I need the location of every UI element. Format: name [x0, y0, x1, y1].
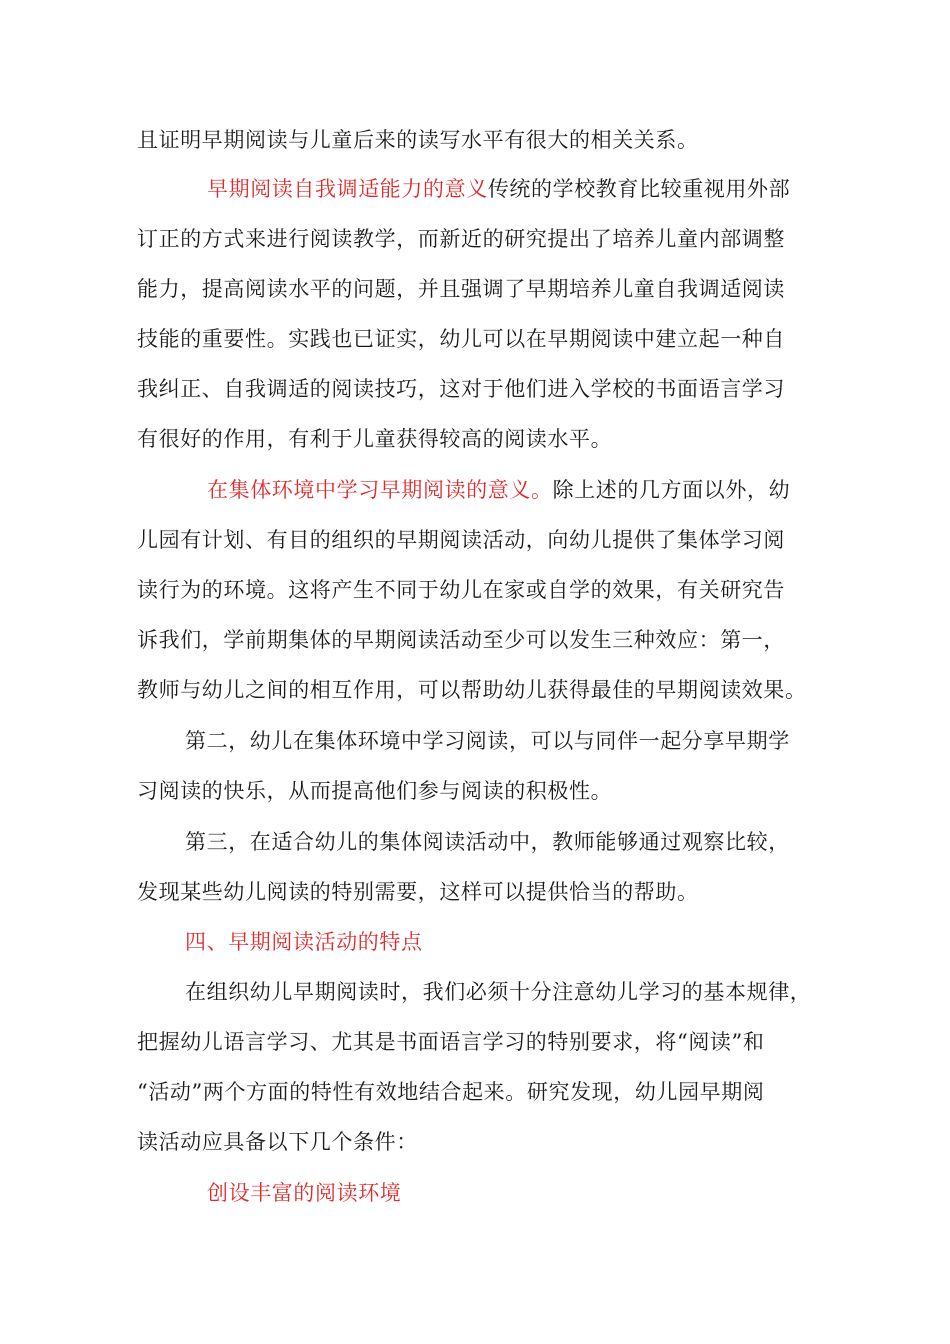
paragraph-line: 且证明早期阅读与儿童后来的读写水平有很大的相关关系。: [137, 128, 699, 152]
paragraph-line: 把握幼儿语言学习、尤其是书面语言学习的特别要求，将“阅读”和: [137, 1030, 765, 1054]
paragraph-line: 能力，提高阅读水平的问题，并且强调了早期培养儿童自我调适阅读: [137, 277, 785, 301]
paragraph-line: “活动”两个方面的特性有效地结合起来。研究发现，幼儿园早期阅: [137, 1080, 765, 1104]
paragraph-line: 读行为的环境。这将产生不同于幼儿在家或自学的效果，有关研究告: [137, 578, 785, 602]
paragraph-line: 读活动应具备以下几个条件：: [137, 1130, 418, 1154]
paragraph-line: 订正的方式来进行阅读教学，而新近的研究提出了培养儿童内部调整: [137, 227, 785, 251]
paragraph-text: 除上述的几方面以外，幼: [552, 478, 791, 502]
section-heading: 四、早期阅读活动的特点: [185, 930, 423, 954]
paragraph-line: 发现某些幼儿阅读的特别需要，这样可以提供恰当的帮助。: [137, 880, 699, 904]
paragraph-line: 第二，幼儿在集体环境中学习阅读，可以与同伴一起分享早期学: [185, 729, 790, 753]
paragraph-line: 诉我们，学前期集体的早期阅读活动至少可以发生三种效应：第一，: [137, 628, 785, 652]
section-heading: 早期阅读自我调适能力的意义: [207, 177, 488, 201]
paragraph-line: [207, 175, 907, 203]
paragraph-text: 传统的学校教育比较重视用外部: [487, 177, 791, 201]
paragraph-line: 儿园有计划、有目的组织的早期阅读活动，向幼儿提供了集体学习阅: [137, 528, 785, 552]
paragraph-line: 习阅读的快乐，从而提高他们参与阅读的积极性。: [137, 779, 613, 803]
paragraph-line: [207, 476, 907, 504]
paragraph-line: 第三，在适合幼儿的集体阅读活动中，教师能够通过观察比较，: [185, 830, 790, 854]
subsection-heading: 创设丰富的阅读环境: [207, 1181, 402, 1205]
section-heading: 在集体环境中学习早期阅读的意义。: [207, 478, 553, 502]
paragraph-line: 教师与幼儿之间的相互作用，可以帮助幼儿获得最佳的早期阅读效果。: [137, 678, 807, 702]
paragraph-line: 有很好的作用，有利于儿童获得较高的阅读水平。: [137, 427, 613, 451]
paragraph-line: 我纠正、自我调适的阅读技巧，这对于他们进入学校的书面语言学习: [137, 377, 785, 401]
paragraph-line: 技能的重要性。实践也已证实，幼儿可以在早期阅读中建立起一种自: [137, 327, 785, 351]
paragraph-line: 在组织幼儿早期阅读时，我们必须十分注意幼儿学习的基本规律，: [185, 980, 812, 1004]
